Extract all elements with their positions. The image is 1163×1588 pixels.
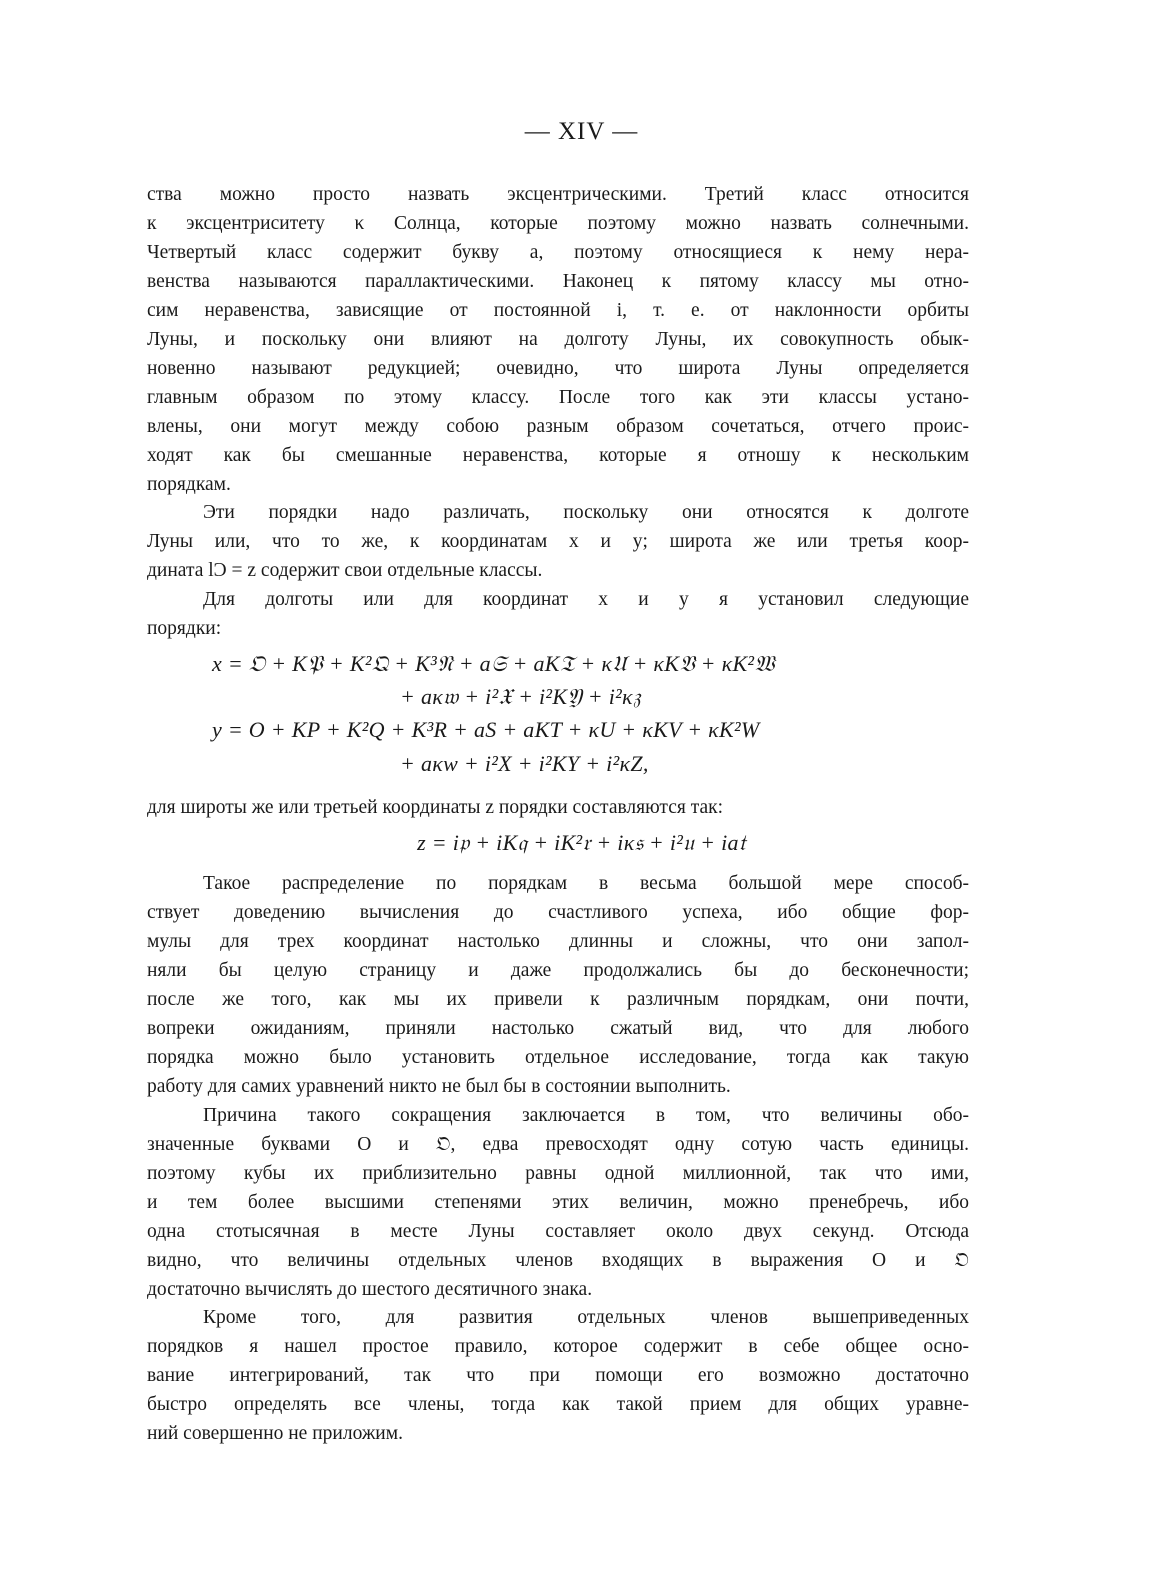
- text-line: быстро определять все члены, тогда как такой прием для общих уравне-: [147, 1394, 969, 1415]
- text-line: вопреки ожиданиям, приняли настолько сжатый вид, что для любого: [147, 1018, 969, 1039]
- text-line: влены, они могут между собою разным образом сочетаться, отчего проис-: [147, 416, 969, 437]
- text-line: достаточно вычислять до шестого десятичного знака.: [147, 1279, 593, 1300]
- text-line: и тем более высшими степенями этих величин, можно пренебречь, ибо: [147, 1192, 969, 1213]
- paragraph-rule: [147, 1303, 969, 1448]
- text-line: после же того, как мы их привели к различным порядкам, они почти,: [147, 989, 969, 1010]
- text-line: Причина такого сокращения заключается в том, что величины обо-: [203, 1105, 969, 1126]
- equation-z: z = i𝔭 + iK𝔮 + iK²𝔯 + iκ𝔰 + i²𝔲 + ia𝔱: [417, 830, 746, 855]
- paragraph-latitude: [147, 793, 969, 822]
- text-line: новенно называют редукцией; очевидно, что широта Луны определяется: [147, 358, 969, 379]
- text-line: няли бы целую страницу и даже продолжались бы до бесконечности;: [147, 960, 969, 981]
- paragraph-reduction: [147, 1101, 969, 1304]
- text-line: поэтому кубы их приблизительно равны одной миллионной, так что ими,: [147, 1163, 969, 1184]
- equation-x-line1: x = 𝔒 + K𝔓 + K²𝔔 + K³𝔑 + a𝔖 + aK𝔗 + κ𝔘 + κK𝔙 + κK²𝔚: [212, 651, 775, 676]
- text-line: Кроме того, для развития отдельных членов вышеприведенных: [203, 1307, 969, 1328]
- text-line: ний совершенно не приложим.: [147, 1423, 403, 1444]
- text-line: работу для самих уравнений никто не был бы в состоянии выполнить.: [147, 1076, 731, 1097]
- equation-y-line2: + aκw + i²X + i²KY + i²κZ,: [400, 751, 649, 776]
- text-line: порядкам.: [147, 474, 231, 495]
- paragraph-longitude: [147, 585, 969, 643]
- text-line: порядка можно было установить отдельное исследование, тогда как такую: [147, 1047, 969, 1068]
- text-line: главным образом по этому классу. После того как эти классы устано-: [147, 387, 969, 408]
- text-line: Такое распределение по порядкам в весьма большой мере способ-: [203, 873, 969, 894]
- equation-y-line1: y = O + KP + K²Q + K³R + aS + aKT + κU + κKV + κK²W: [212, 717, 760, 742]
- text-line: ствует доведению вычисления до счастливого успеха, ибо общие фор-: [147, 902, 969, 923]
- page-number: — XIV —: [524, 118, 639, 145]
- text-line: дината lϽ = z содержит свои отдельные классы.: [147, 560, 543, 581]
- text-line: ходят как бы смешанные неравенства, которые я отношу к нескольким: [147, 445, 969, 466]
- text-line: значенные буквами O и 𝔒, едва превосходят одну сотую часть единицы.: [147, 1134, 969, 1155]
- text-line: Луны, и поскольку они влияют на долготу Луны, их совокупность обык-: [147, 329, 969, 350]
- text-line: сим неравенства, зависящие от постоянной i, т. е. от наклонности орбиты: [147, 300, 969, 321]
- text-line: порядков я нашел простое правило, которое содержит в себе общее осно-: [147, 1336, 969, 1357]
- text-line: для широты же или третьей координаты z порядки составляются так:: [147, 797, 724, 818]
- text-line: венства называются параллактическими. Наконец к пятому классу мы отно-: [147, 271, 969, 292]
- text-line: мулы для трех координат настолько длинны и сложны, что они запол-: [147, 931, 969, 952]
- text-line: одна стотысячная в месте Луны составляет около двух секунд. Отсюда: [147, 1221, 969, 1242]
- text-line: видно, что величины отдельных членов входящих в выражения O и 𝔒: [147, 1250, 969, 1271]
- equation-x-line2: + aκ𝔴 + i²𝔛 + i²K𝔜 + i²κ𝔷: [400, 684, 642, 709]
- text-line: ства можно просто назвать эксцентрическими. Третий класс относится: [147, 184, 969, 205]
- text-line: вание интегрирований, так что при помощи его возможно достаточно: [147, 1365, 969, 1386]
- text-line: Луны или, что то же, к координатам x и y; широта же или третья коор-: [147, 531, 969, 552]
- text-line: Для долготы или для координат x и y я установил следующие: [203, 589, 969, 610]
- paragraph-distribution: [147, 869, 969, 1101]
- text-line: Четвертый класс содержит букву a, поэтому относящиеся к нему нера-: [147, 242, 969, 263]
- paragraph-orders: [147, 498, 969, 585]
- paragraph-classes: [147, 180, 969, 499]
- text-line: Эти порядки надо различать, поскольку они относятся к долготе: [203, 502, 969, 523]
- text-line: порядки:: [147, 618, 222, 639]
- text-line: к эксцентриситету κ Солнца, которые поэтому можно назвать солнечными.: [147, 213, 969, 234]
